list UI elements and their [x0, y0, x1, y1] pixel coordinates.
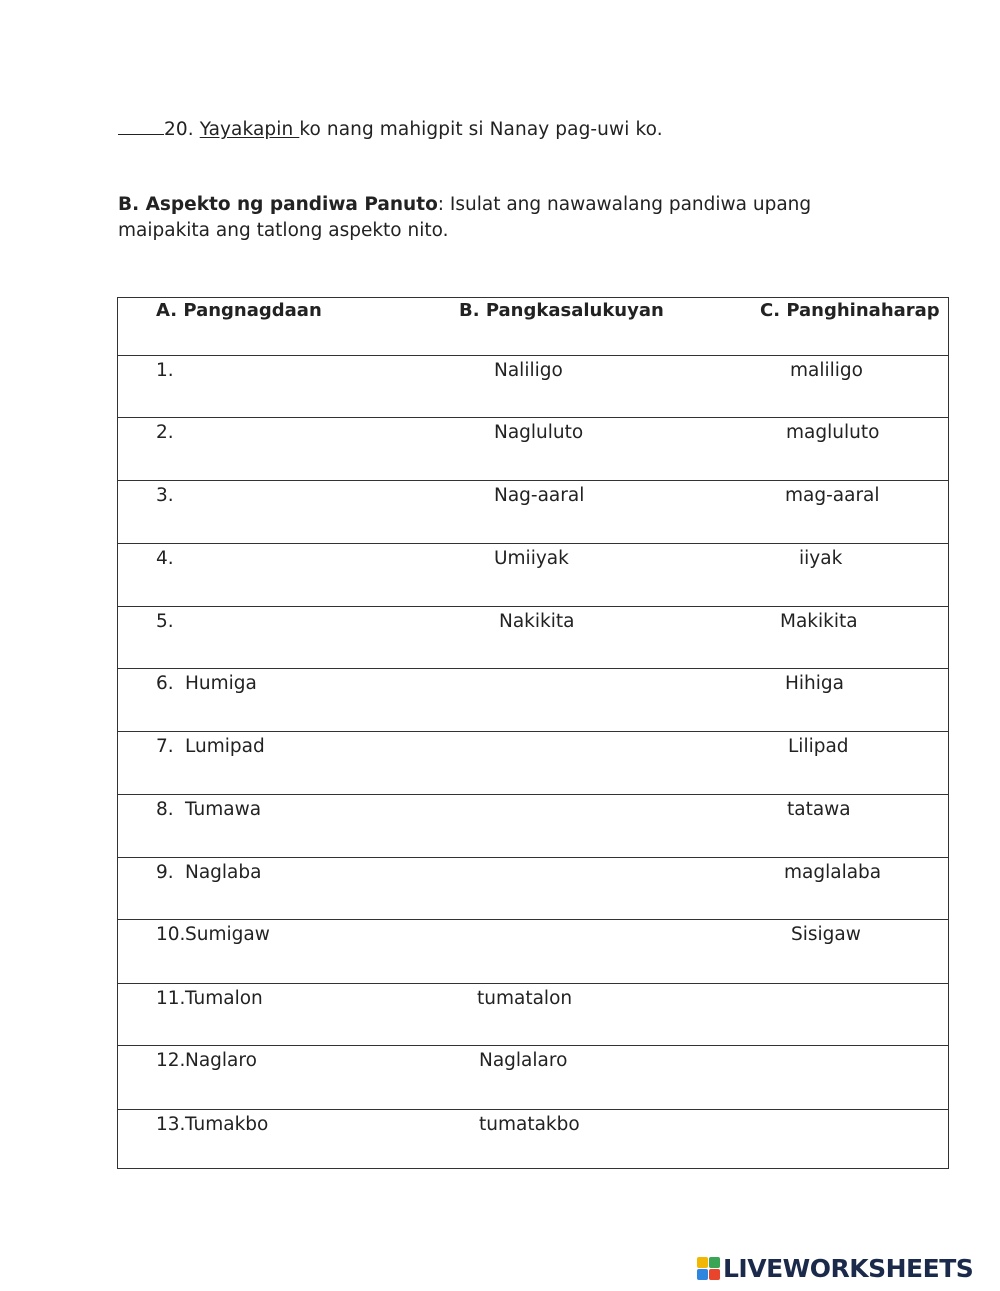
table-row — [118, 983, 948, 1045]
verb-aspect-table — [117, 297, 949, 1169]
row-number: 11. — [156, 988, 186, 1009]
answer-blank-20[interactable] — [118, 118, 164, 135]
past-cell: Sumigaw — [185, 924, 270, 945]
present-cell: tumatalon — [477, 988, 573, 1009]
instruction-line-1: : Isulat ang nawawalang pandiwa upang — [437, 194, 812, 215]
row-number: 9. — [156, 862, 174, 883]
present-cell: Nakikita — [499, 611, 575, 632]
present-cell: Umiiyak — [494, 548, 569, 569]
future-cell: Hihiga — [785, 673, 844, 694]
logo-square — [709, 1269, 720, 1280]
section-b-instruction — [118, 192, 858, 244]
table-row — [118, 543, 948, 606]
past-cell: Naglaba — [185, 862, 262, 883]
logo-square — [709, 1257, 720, 1268]
past-cell: Tumalon — [185, 988, 263, 1009]
table-row — [118, 731, 948, 794]
past-cell: Lumipad — [185, 736, 265, 757]
row-number: 7. — [156, 736, 174, 757]
question-20 — [118, 118, 663, 140]
table-row — [118, 417, 948, 480]
past-cell: Tumawa — [185, 799, 262, 820]
future-cell: tatawa — [787, 799, 851, 820]
future-cell: maglalaba — [784, 862, 882, 883]
row-number: 8. — [156, 799, 174, 820]
past-cell: Naglaro — [185, 1050, 257, 1071]
table-row — [118, 857, 948, 919]
table-row — [118, 606, 948, 668]
future-cell: Makikita — [780, 611, 858, 632]
logo-square — [697, 1257, 708, 1268]
row-number: 4. — [156, 548, 174, 569]
present-cell: Nag-aaral — [494, 485, 585, 506]
past-cell: Tumakbo — [185, 1114, 269, 1135]
future-cell: mag-aaral — [785, 485, 880, 506]
present-cell: Nagluluto — [494, 422, 584, 443]
header-past: A. Pangnagdaan — [156, 300, 322, 321]
future-cell: maliligo — [790, 360, 863, 381]
row-number: 5. — [156, 611, 174, 632]
present-cell: tumatakbo — [479, 1114, 580, 1135]
table-row — [118, 794, 948, 857]
table-row — [118, 480, 948, 543]
instruction-line-2: maipakita ang tatlong aspekto nito. — [118, 220, 449, 241]
liveworksheets-logo — [697, 1254, 973, 1283]
present-cell: Naliligo — [494, 360, 563, 381]
row-number: 6. — [156, 673, 174, 694]
present-cell: Naglalaro — [479, 1050, 568, 1071]
underlined-verb: Yayakapin — [199, 119, 300, 140]
row-number: 12. — [156, 1050, 186, 1071]
future-cell: magluluto — [786, 422, 880, 443]
table-row — [118, 1109, 948, 1170]
question-text: ko nang mahigpit si Nanay pag-uwi ko. — [299, 119, 663, 140]
row-number: 2. — [156, 422, 174, 443]
table-header-row — [118, 298, 948, 355]
future-cell: Lilipad — [788, 736, 849, 757]
future-cell: iiyak — [799, 548, 843, 569]
logo-square — [697, 1269, 708, 1280]
section-b-title: B. Aspekto ng pandiwa Panuto — [118, 194, 438, 215]
row-number: 1. — [156, 360, 174, 381]
row-number: 10. — [156, 924, 186, 945]
logo-icon — [697, 1257, 720, 1280]
table-row — [118, 919, 948, 983]
header-future: C. Panghinaharap — [760, 300, 940, 321]
table-row — [118, 355, 948, 417]
logo-text: LIVEWORKSHEETS — [723, 1254, 974, 1283]
question-number: 20. — [164, 119, 194, 140]
future-cell: Sisigaw — [791, 924, 861, 945]
past-cell: Humiga — [185, 673, 257, 694]
row-number: 3. — [156, 485, 174, 506]
table-row — [118, 668, 948, 731]
row-number: 13. — [156, 1114, 186, 1135]
table-row — [118, 1045, 948, 1109]
header-present: B. Pangkasalukuyan — [459, 300, 664, 321]
